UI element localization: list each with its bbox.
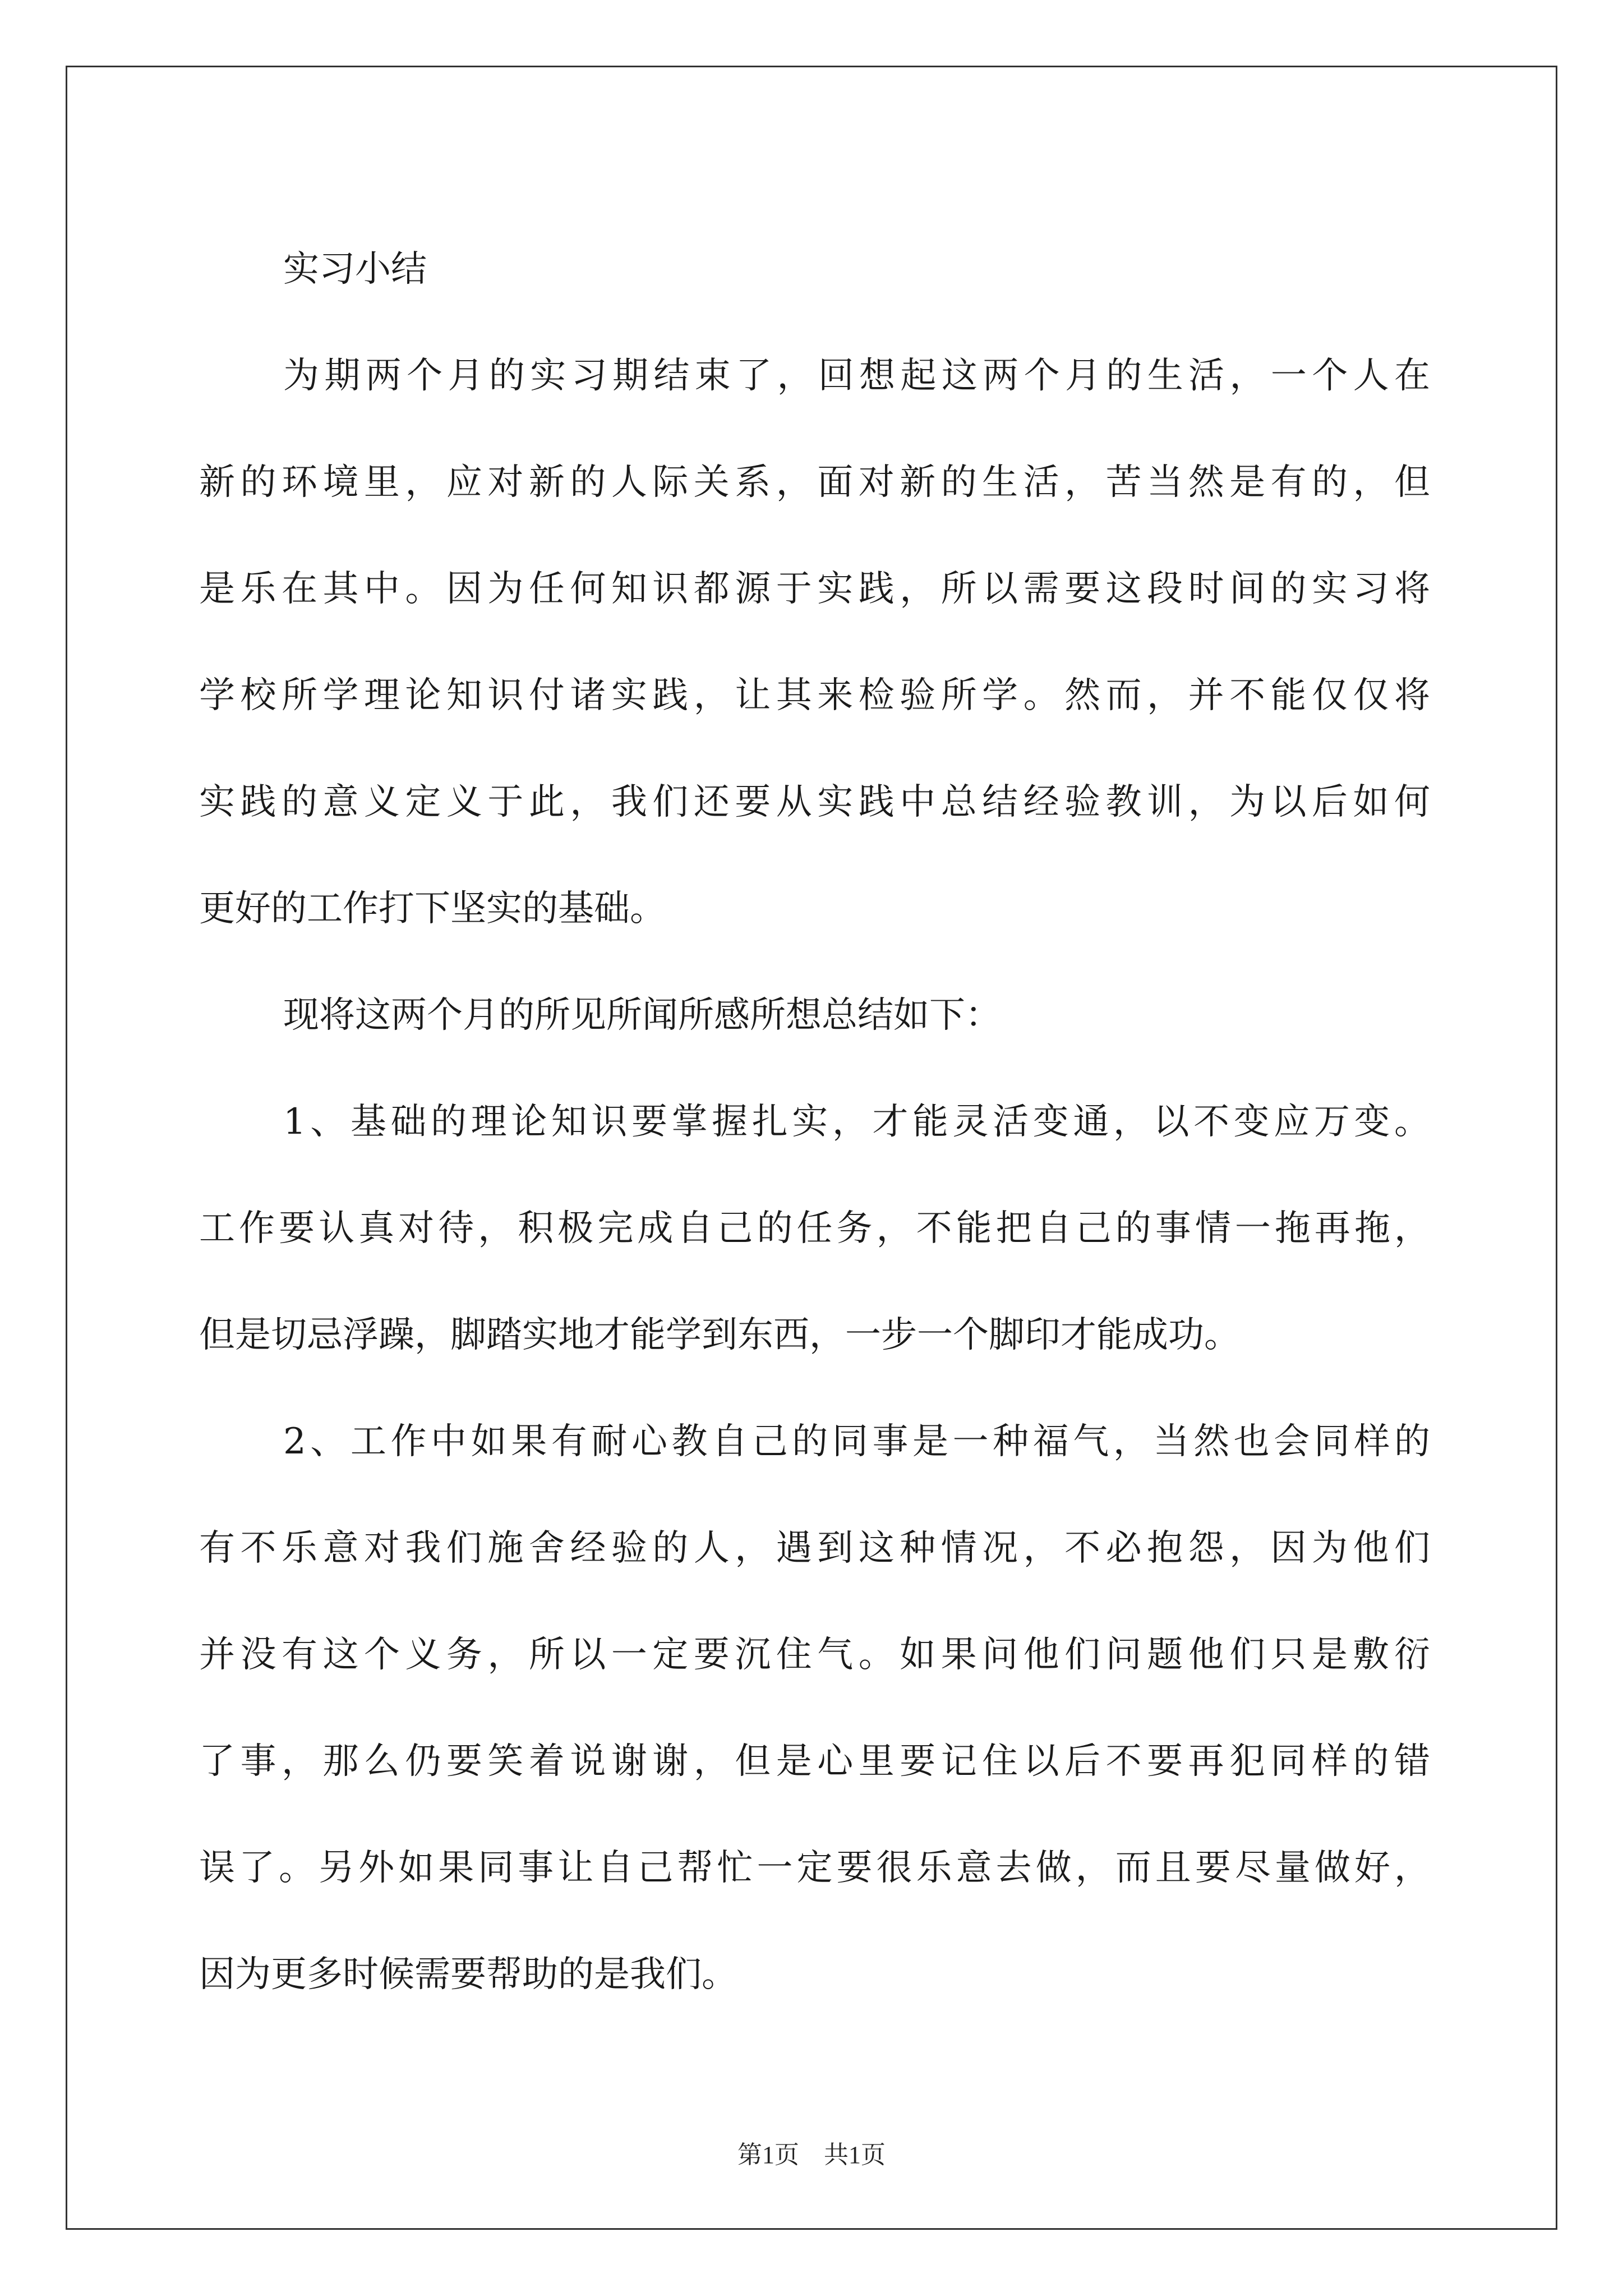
paragraph-line: 实践的意义定义于此，我们还要从实践中总结经验教训，为以后如何 — [199, 781, 1430, 823]
paragraph-line: 1、基础的理论知识要掌握扎实，才能灵活变通，以不变应万变。 — [283, 1101, 1430, 1143]
paragraph-line: 但是切忌浮躁，脚踏实地才能学到东西，一步一个脚印才能成功。 — [199, 1314, 1240, 1356]
paragraph-line: 了事，那么仍要笑着说谢谢，但是心里要记住以后不要再犯同样的错 — [199, 1741, 1430, 1782]
paragraph-line: 为期两个月的实习期结束了，回想起这两个月的生活，一个人在 — [283, 355, 1430, 397]
paragraph-1 — [199, 323, 1430, 962]
paragraph-line: 因为更多时候需要帮助的是我们。 — [199, 1954, 737, 1995]
paragraph-line: 学校所学理论知识付诸实践，让其来检验所学。然而，并不能仅仅将 — [199, 675, 1430, 716]
paragraph-2 — [199, 962, 1430, 1069]
paragraph-line: 并没有这个义务，所以一定要沉住气。如果问他们问题他们只是敷衍 — [199, 1634, 1430, 1676]
page-number: 第1页 共1页 — [737, 2141, 886, 2169]
paragraph-3 — [199, 1069, 1430, 1388]
paragraph-line: 现将这两个月的所见所闻所感所想总结如下： — [283, 995, 1001, 1036]
paragraph-line: 2、工作中如果有耐心教自己的同事是一种福气，当然也会同样的 — [283, 1421, 1430, 1462]
paragraph-line: 有不乐意对我们施舍经验的人，遇到这种情况，不必抱怨，因为他们 — [199, 1527, 1430, 1569]
paragraph-line: 误了。另外如果同事让自己帮忙一定要很乐意去做，而且要尽量做好， — [199, 1847, 1430, 1889]
paragraph-line: 新的环境里，应对新的人际关系，面对新的生活，苦当然是有的，但 — [199, 462, 1430, 503]
paragraph-line: 是乐在其中。因为任何知识都源于实践，所以需要这段时间的实习将 — [199, 568, 1430, 610]
document-title: 实习小结 — [283, 249, 427, 290]
document-body — [199, 216, 1430, 2028]
paragraph-4 — [199, 1388, 1430, 2028]
paragraph-line: 更好的工作打下坚实的基础。 — [199, 888, 666, 930]
paragraph-line: 工作要认真对待，积极完成自己的任务，不能把自己的事情一拖再拖， — [199, 1208, 1430, 1249]
